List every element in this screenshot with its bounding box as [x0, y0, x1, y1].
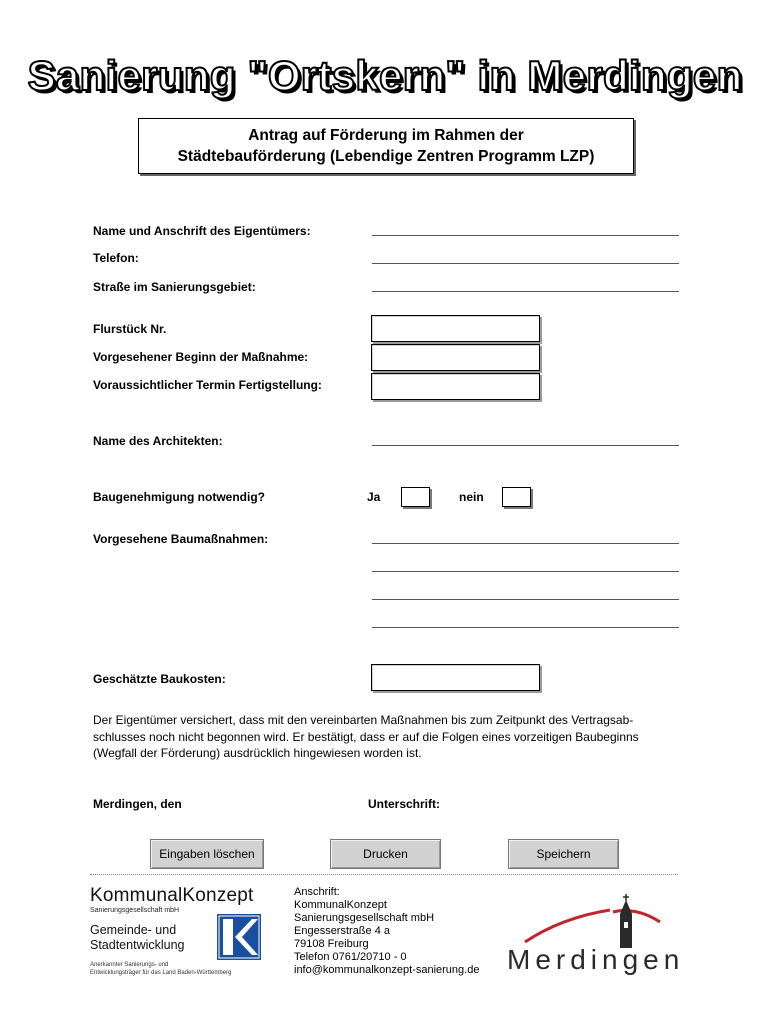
kk-tiny-line-1: Anerkannter Sanierungs- und: [90, 962, 169, 968]
start-date-input[interactable]: [371, 344, 540, 371]
kk-tagline-line-1: Gemeinde- und: [90, 923, 177, 937]
footer-separator: [90, 874, 678, 875]
declaration-line-2: schlusses noch nicht begonnen wird. Er bestätigt, dass er auf die Folgen eines vorzeitigen Baubeginns: [93, 729, 639, 744]
place-date-label: Merdingen, den: [93, 797, 182, 811]
kommunalkonzept-logo: [90, 885, 290, 980]
street-label: Straße im Sanierungsgebiet:: [93, 280, 256, 294]
merdingen-wordmark: Merdingen: [507, 944, 685, 975]
measures-input-line-3[interactable]: [372, 599, 679, 600]
owner-input-line[interactable]: [372, 235, 679, 236]
subtitle-line-1: Antrag auf Förderung im Rahmen der: [248, 127, 524, 144]
finish-date-input[interactable]: [371, 373, 540, 400]
address-line-2: Sanierungsgesellschaft mbH: [294, 912, 435, 924]
merdingen-logo: [505, 892, 685, 977]
permit-no-checkbox[interactable]: [502, 487, 531, 507]
address-line-3: Engesserstraße 4 a: [294, 925, 390, 937]
declaration-line-1: Der Eigentümer versichert, dass mit den vereinbarten Maßnahmen bis zum Zeitpunkt des Vertragsab-: [93, 713, 634, 727]
finish-label: Voraussichtlicher Termin Fertigstellung:: [93, 378, 322, 392]
costs-label: Geschätzte Baukosten:: [93, 672, 226, 686]
print-button[interactable]: Drucken: [330, 839, 441, 869]
kk-logo-subtitle: Sanierungsgesellschaft mbH: [90, 907, 180, 914]
kk-tagline-line-2: Stadtentwicklung: [90, 938, 185, 952]
owner-label: Name und Anschrift des Eigentümers:: [93, 224, 311, 238]
signature-label: Unterschrift:: [368, 797, 441, 811]
kk-tiny-line-2: Entwicklungsträger für das Land Baden-Württemberg: [90, 970, 232, 976]
address-line-5: Telefon 0761/20710 - 0: [294, 951, 407, 963]
save-button[interactable]: Speichern: [508, 839, 619, 869]
declaration-text: [93, 712, 693, 762]
start-label: Vorgesehener Beginn der Maßnahme:: [93, 350, 309, 364]
kk-logo-wordmark: KommunalKonzept: [90, 885, 254, 906]
permit-yes-label: Ja: [367, 490, 381, 504]
address-email: info@kommunalkonzept-sanierung.de: [294, 964, 480, 976]
architect-label: Name des Architekten:: [93, 434, 223, 448]
subtitle-line-2: Städtebauförderung (Lebendige Zentren Programm LZP): [177, 148, 595, 165]
merdingen-church-icon: [505, 892, 685, 952]
permit-label: Baugenehmigung notwendig?: [93, 490, 265, 504]
address-line-1: KommunalKonzept: [294, 899, 387, 911]
phone-label: Telefon:: [93, 251, 139, 265]
form-subtitle-box: [138, 118, 634, 174]
measures-input-line-4[interactable]: [372, 627, 679, 628]
declaration-line-3: (Wegfall der Förderung) ausdrücklich hingewiesen worden ist.: [93, 746, 422, 760]
address-heading: Anschrift:: [294, 886, 340, 898]
measures-label: Vorgesehene Baumaßnahmen:: [93, 532, 269, 546]
costs-input[interactable]: [371, 664, 540, 691]
page-title: Sanierung "Ortskern" in Merdingen: [27, 52, 743, 99]
clear-button[interactable]: Eingaben löschen: [150, 839, 264, 869]
measures-input-line-2[interactable]: [372, 571, 679, 572]
kk-tiny-text: [90, 961, 231, 977]
parcel-label: Flurstück Nr.: [93, 322, 167, 336]
kk-tagline: [90, 923, 185, 953]
address-line-4: 79108 Freiburg: [294, 938, 369, 950]
address-block: [294, 886, 504, 977]
parcel-input[interactable]: [371, 315, 540, 342]
phone-input-line[interactable]: [372, 263, 679, 264]
architect-input-line[interactable]: [372, 445, 679, 446]
kk-emblem-icon: [216, 913, 262, 961]
measures-input-line-1[interactable]: [372, 543, 679, 544]
permit-no-label: nein: [459, 490, 484, 504]
permit-yes-checkbox[interactable]: [401, 487, 430, 507]
street-input-line[interactable]: [372, 291, 679, 292]
